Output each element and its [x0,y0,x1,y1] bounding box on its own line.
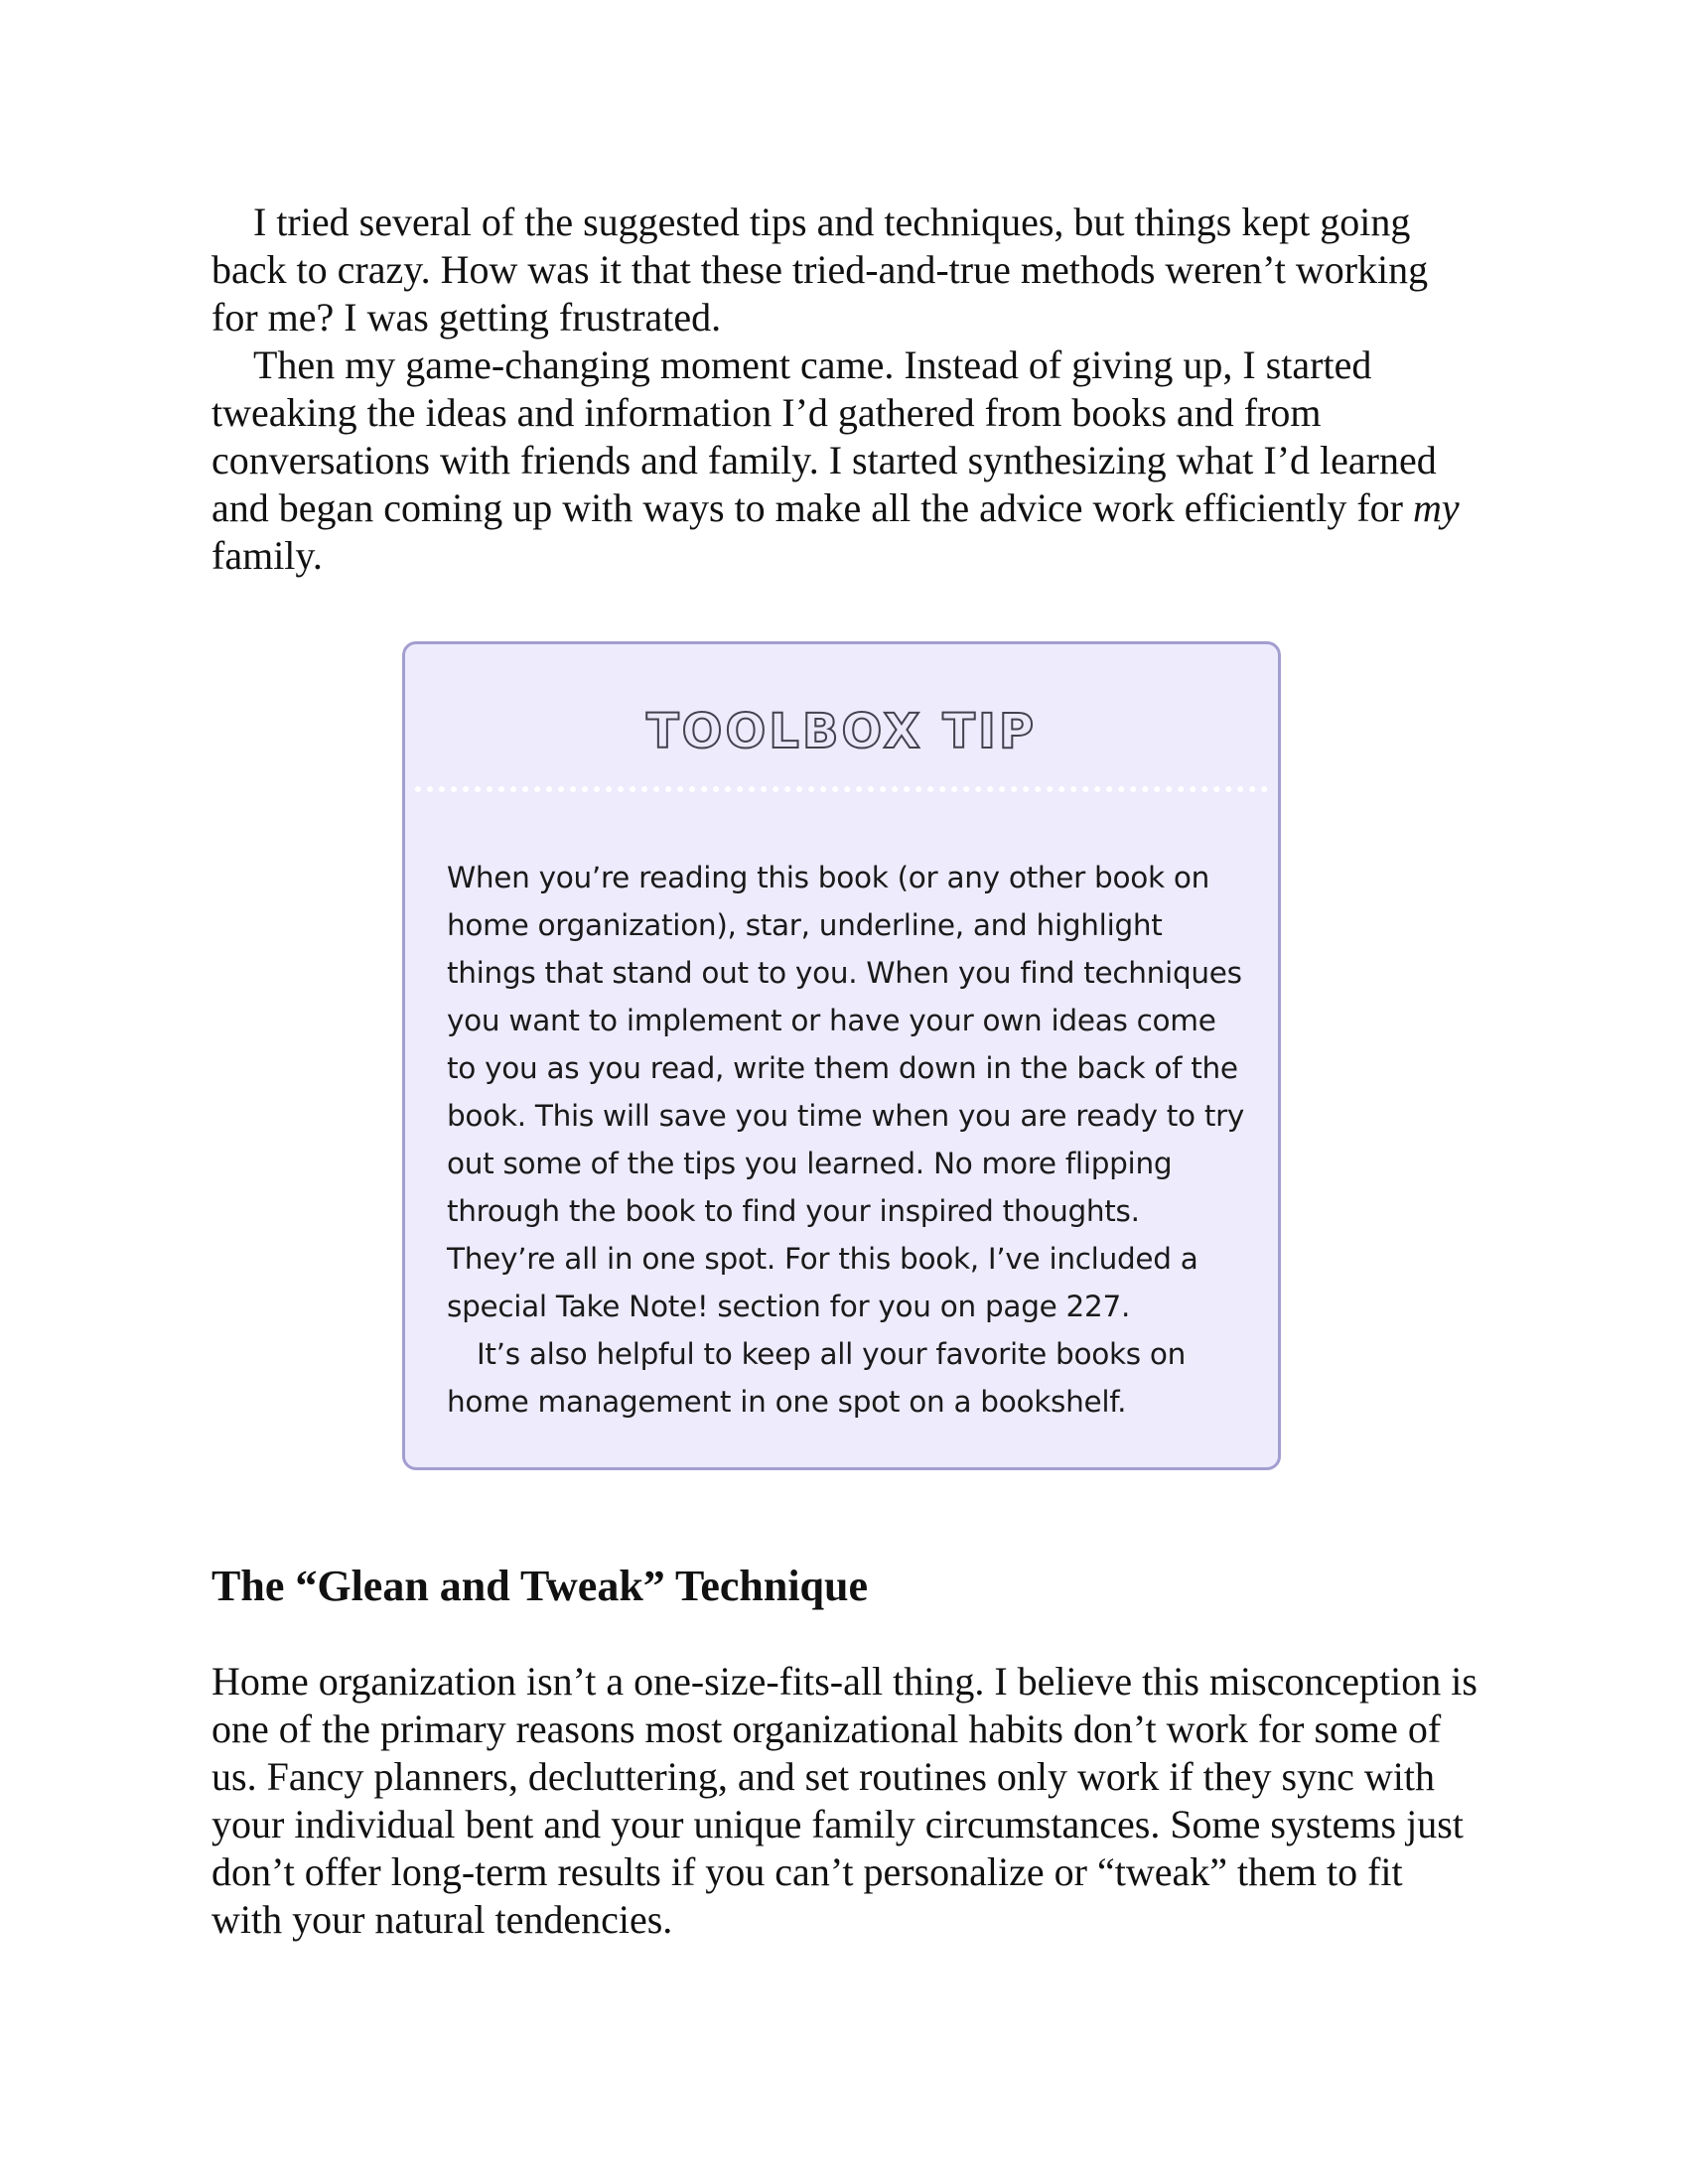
section-paragraph: Home organization isn’t a one-size-fits-all thing. I believe this misconception is one of the primary reasons most organizational habits don’t work for some of us. Fancy planners, decluttering, and set routines only work if they sync with your individual bent and your unique family circumstances. Some systems just don’t offer long-term results if you can’t personalize or “tweak” them to fit with your natural tendencies. [211,1659,1477,1942]
section-heading: The “Glean and Tweak” Technique [211,1562,869,1610]
tip-paragraph: It’s also helpful to keep all your favorite books on home management in one spot on a bookshelf. [447,1337,1187,1419]
toolbox-tip-box [402,641,1281,1470]
intro-text [211,199,1477,580]
section-body [211,1658,1477,1944]
dotted-divider [415,786,1268,792]
emphasis-word: my [1413,485,1460,530]
intro-paragraph-text: Then my game-changing moment came. Instead of giving up, I started tweaking the ideas and information I’d gathered from books and from conversations with friends and family. I started synthesizing what I’d learned and began coming up with ways to make all the advice work efficiently for [211,342,1437,530]
tip-body [447,854,1246,1426]
tip-paragraph: When you’re reading this book (or any other book on home organization), star, underline, and highlight things that stand out to you. When you find techniques you want to implement or have your own ideas come to you as you read, write them down in the back of the book. This will save you time when you are ready to try out some of the tips you learned. No more flipping through the book to find your inspired thoughts. They’re all in one spot. For this book, I’ve included a special Take Note! section for you on page 227. [447,861,1245,1323]
intro-paragraph [211,341,1477,580]
intro-paragraph-text: family. [211,533,323,578]
tip-title: TOOLBOX TIP [645,704,1038,759]
intro-paragraph: I tried several of the suggested tips and techniques, but things kept going back to crazy. How was it that these tried-and-true methods weren’t working for me? I was getting frustrated. [211,200,1429,340]
